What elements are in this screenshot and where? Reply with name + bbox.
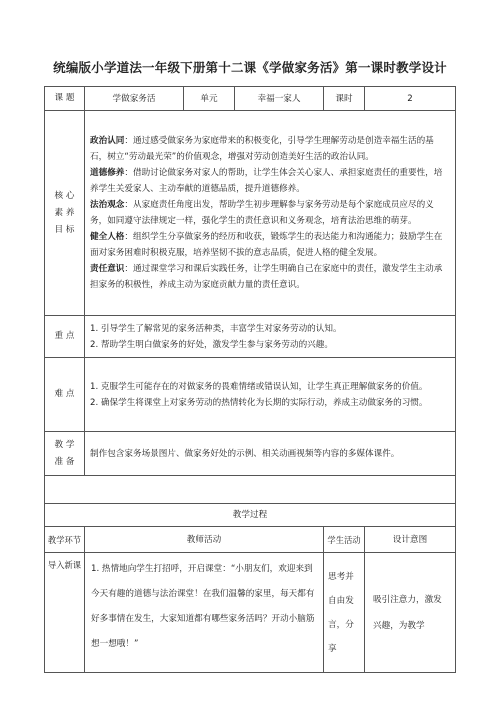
literacy-content: [85, 111, 456, 316]
info-row: [45, 87, 456, 111]
hours-value: 2: [365, 87, 456, 111]
process-title: 教学过程: [45, 504, 456, 527]
header-intent: 设计意图: [365, 527, 456, 553]
document-title: 统编版小学道法一年级下册第十二课《学做家务活》第一课时教学设计: [53, 60, 447, 75]
unit-label: 单元: [184, 87, 235, 111]
header-student: 学生活动: [324, 527, 365, 553]
hours-label: 课时: [324, 87, 365, 111]
literacy-label: 核 心 素 养 目 标: [45, 111, 85, 316]
difficulty-item: 2. 确保学生将课堂上对家务劳动的热情转化为长期的实际行动，养成主动做家务的习惯。: [90, 397, 428, 408]
unit-value: 幸福一家人: [235, 87, 324, 111]
preparation-row: [45, 432, 456, 476]
lesson-plan-table: [44, 86, 456, 673]
key-points-content: [85, 316, 456, 358]
difficulty-item: 1. 克服学生可能存在的对做家务的畏难情绪或错误认知，让学生真正理解做家务的价值。: [90, 381, 428, 392]
preparation-content: 制作包含家务场景图片、做家务好处的示例、相关动画视频等内容的多媒体课件。: [85, 432, 456, 476]
literacy-item: 法治观念：从家庭责任角度出发，帮助学生初步理解参与家务劳动是每个家庭成员应尽的义务，如同遵守法律规定一样，强化学生的责任意识和义务观念，培育法治思维的萌芽。: [90, 200, 434, 226]
difficulties-label: 难 点: [45, 358, 85, 432]
header-stage: 教学环节: [45, 527, 85, 553]
topic-label: 课 题: [45, 87, 85, 111]
stage-cell: 导入新课: [45, 553, 85, 673]
preparation-label: 教 学 准 备: [45, 432, 85, 476]
key-point-item: 1. 引导学生了解常见的家务活种类，丰富学生对家务劳动的认知。: [90, 323, 342, 334]
process-title-row: [45, 504, 456, 527]
literacy-item: 健全人格：组织学生分享做家务的经历和收获，锻炼学生的表达能力和沟通能力；鼓励学生在面对家务困难时积极克服，培养坚韧不拔的意志品质，促进人格的健全发展。: [90, 232, 443, 258]
literacy-item: 责任意识：通过课堂学习和课后实践任务，让学生明确自己在家庭中的责任，激发学生主动承担家务的积极性，养成主动为家庭贡献力量的责任意识。: [90, 264, 443, 290]
process-row: [45, 553, 456, 673]
topic-value: 学做家务活: [85, 87, 184, 111]
key-point-item: 2. 帮助学生明白做家务的好处，激发学生参与家务劳动的兴趣。: [90, 339, 333, 350]
teacher-activity-cell: 1. 热情地向学生打招呼，开启课堂：“小朋友们，欢迎来到今天有趣的道德与法治课堂！在我们温馨的家里，每天都有好多事情在发生，大家知道都有哪些家务活吗？开动小脑筋想一想哦！”: [85, 553, 324, 673]
key-points-label: 重 点: [45, 316, 85, 358]
spacer-row: [45, 476, 456, 504]
difficulties-content: [85, 358, 456, 432]
process-header-row: [45, 527, 456, 553]
key-points-row: [45, 316, 456, 358]
student-activity-cell: 思考并自由发言，分享: [324, 553, 365, 673]
literacy-row: [45, 111, 456, 316]
difficulties-row: [45, 358, 456, 432]
design-intent-cell: 吸引注意力，激发兴趣，为教学: [365, 553, 456, 673]
header-teacher: 教师活动: [85, 527, 324, 553]
literacy-item: 道德修养：借助讨论做家务对家人的帮助，让学生体会关心家人、承担家庭责任的重要性，培养学生关爱家人、主动奉献的道德品质，提升道德修养。: [90, 168, 443, 194]
literacy-item: 政治认同：通过感受做家务为家庭带来的积极变化，引导学生理解劳动是创造幸福生活的基石，树立“劳动最光荣”的价值观念，增强对劳动创造美好生活的政治认同。: [90, 136, 434, 162]
spacer-cell: [45, 476, 456, 504]
